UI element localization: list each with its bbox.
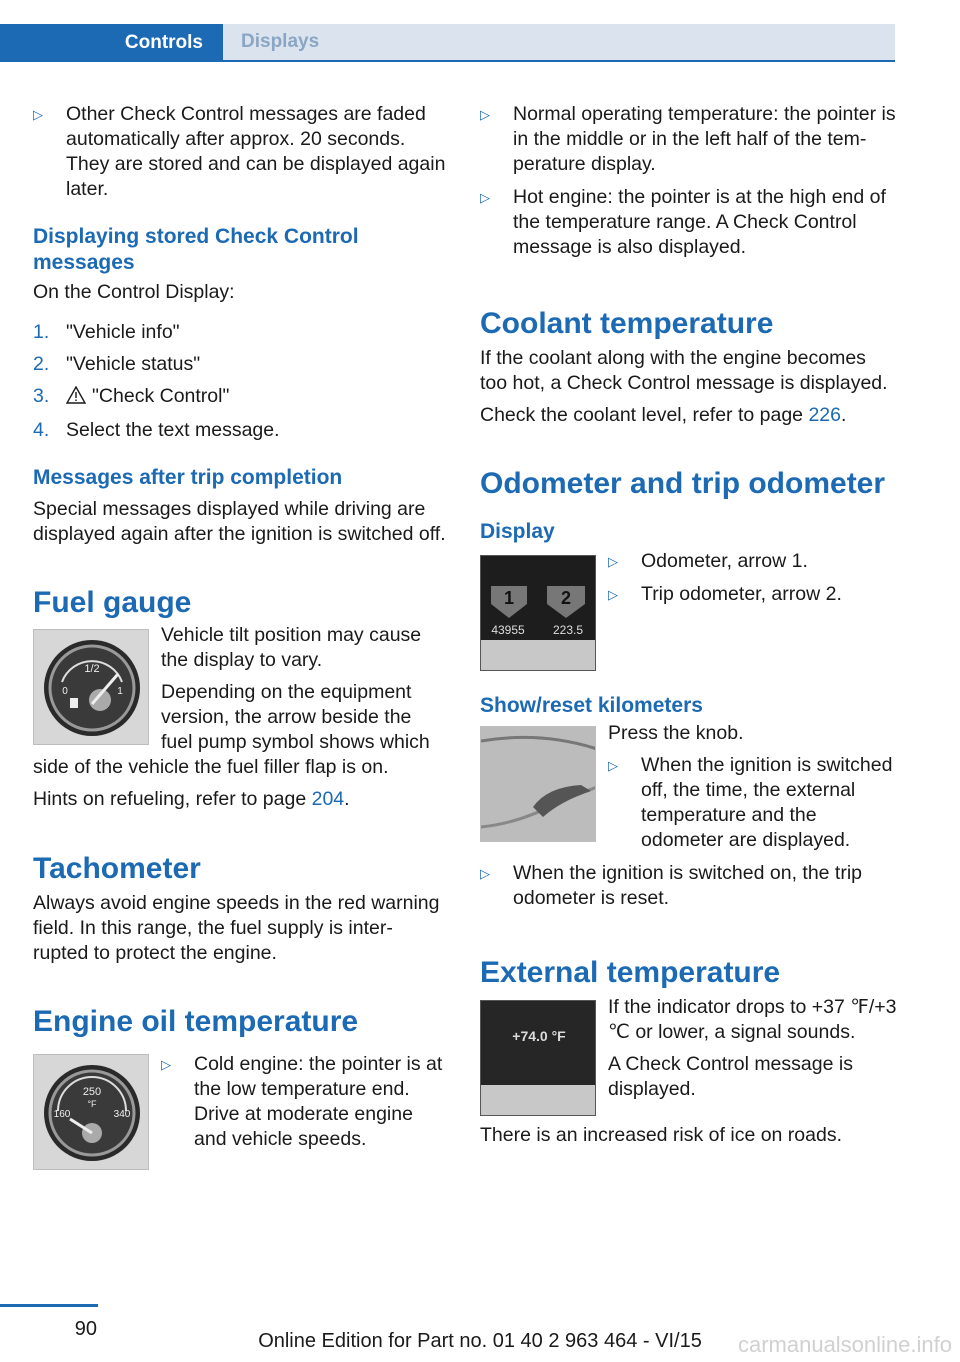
tachometer-heading: Tachometer	[33, 852, 201, 885]
triangle-bullet-icon: ▷	[480, 107, 490, 122]
tab-displays[interactable]: Displays	[223, 24, 895, 60]
external-temp-text-2: A Check Control message is displayed.	[608, 1053, 853, 1100]
odometer-frame	[480, 555, 596, 671]
triangle-bullet-icon: ▷	[608, 554, 618, 569]
watermark: carmanualsonline.info	[737, 1332, 952, 1357]
coolant-text: If the coolant along with the engine becomes too hot, a Check Control message is displayed.	[480, 347, 888, 394]
refuel-text: Hints on refueling, refer to page	[33, 788, 312, 810]
edition-text: Online Edition for Part no. 01 40 2 963 464 - VI/15	[258, 1330, 702, 1352]
coolant-check	[480, 403, 898, 428]
odometer-section	[480, 549, 898, 671]
tab-controls[interactable]: Controls	[0, 24, 223, 62]
trip-completion-text: Special messages displayed while driving are displayed again after the ignition is switched off.	[33, 498, 446, 545]
list-item	[33, 418, 448, 443]
trip-completion-heading: Messages after trip completion	[33, 466, 343, 489]
odometer-arrow-2: 2	[560, 588, 572, 608]
refuel-page-link[interactable]: 204	[311, 788, 345, 810]
list-item	[608, 549, 898, 574]
oil-gauge-label-low: 160	[53, 1109, 71, 1120]
external-temp-text-3: There is an increased risk of ice on roads.	[480, 1124, 843, 1146]
oil-gauge-image	[33, 1054, 149, 1170]
step-text: "Vehicle status"	[66, 353, 201, 375]
step-number: 3.	[33, 385, 50, 407]
list-item	[33, 320, 448, 345]
warning-triangle-icon	[66, 386, 92, 411]
fuel-section	[33, 623, 448, 780]
odometer-value: 43955	[491, 623, 525, 637]
coolant-check-text: Check the coolant level, refer to page	[480, 404, 809, 426]
knob-frame	[480, 726, 596, 842]
display-heading: Display	[480, 520, 555, 543]
odometer-bullet-1: Odometer, arrow 1.	[641, 550, 808, 572]
step-number: 4.	[33, 419, 50, 441]
list-item	[608, 582, 898, 607]
reset-heading: Show/reset kilometers	[480, 694, 703, 717]
list-item	[33, 384, 448, 411]
footer-line	[0, 1304, 98, 1307]
tachometer-text: Always avoid engine speeds in the red warning field. In this range, the fuel supply is inter‐rupted to protect the engine.	[33, 892, 440, 964]
step-text: "Vehicle info"	[66, 321, 180, 343]
bullet-text: Normal operating temperature: the pointer is in the middle or in the left half of the tem‐perature display.	[513, 103, 896, 175]
triangle-bullet-icon: ▷	[33, 107, 43, 122]
coolant-page-link[interactable]: 226	[808, 404, 841, 426]
triangle-bullet-icon: ▷	[608, 758, 618, 773]
triangle-bullet-icon: ▷	[480, 866, 490, 881]
fuel-text-2: Depending on the equipment version, the arrow beside the fuel pump symbol shows which side of the vehicle the fuel filler flap is on.	[33, 681, 430, 778]
list-item	[608, 753, 898, 853]
step-number: 1.	[33, 321, 50, 343]
list-item	[480, 861, 898, 911]
coolant-end: .	[841, 404, 847, 426]
odometer-image	[480, 555, 596, 671]
reset-bullet-1: When the ignition is switched off, the time, the external temperature and the odometer are displayed.	[641, 754, 893, 851]
external-temp-section	[480, 995, 898, 1116]
triangle-bullet-icon: ▷	[161, 1057, 171, 1072]
odometer-arrow-1: 1	[503, 588, 515, 608]
fuel-gauge-heading: Fuel gauge	[33, 586, 192, 619]
header-tabbar	[0, 24, 895, 62]
triangle-bullet-icon: ▷	[608, 587, 618, 602]
coolant-heading: Coolant temperature	[480, 307, 774, 340]
reset-section	[480, 721, 898, 861]
tab-underline	[223, 60, 895, 62]
fuel-text-1: Vehicle tilt position may cause the display to vary.	[161, 624, 422, 671]
step-number: 2.	[33, 353, 50, 375]
fuel-gauge-image	[33, 629, 149, 745]
external-temp-image	[480, 1000, 596, 1116]
oil-bullet-text: Cold engine: the pointer is at the low temperature end. Drive at moderate engine and vehicle speeds.	[194, 1053, 443, 1150]
left-column	[33, 102, 448, 1170]
step-text: "Check Control"	[92, 385, 230, 407]
fuel-gauge-frame	[33, 629, 149, 745]
refuel-hint	[33, 787, 448, 812]
external-temp-text-1: If the indicator drops to +37 ℉/+3 ℃ or lower, a signal sounds.	[608, 996, 897, 1043]
stored-intro: On the Control Display:	[33, 281, 235, 303]
odometer-bullet-2: Trip odometer, arrow 2.	[641, 583, 842, 605]
list-item	[480, 102, 898, 177]
list-item	[480, 185, 898, 260]
external-temp-value: +74.0 °F	[512, 1028, 566, 1044]
list-item	[161, 1052, 448, 1152]
trip-odometer-value: 223.5	[552, 623, 584, 637]
odometer-heading: Odometer and trip odometer	[480, 467, 886, 500]
external-temp-frame	[480, 1000, 596, 1116]
oil-gauge-label-unit: °F	[87, 1099, 97, 1109]
oil-section	[33, 1052, 448, 1160]
page-number: 90	[74, 1318, 97, 1340]
steps-list	[33, 320, 448, 443]
external-temp-heading: External temperature	[480, 956, 781, 989]
stored-messages-heading: Displaying stored Check Control messages	[33, 225, 359, 274]
bullet-text: Other Check Control messages are faded automatically after approx. 20 seconds. They are stored and can be displayed again later.	[66, 103, 446, 200]
triangle-bullet-icon: ▷	[480, 190, 490, 205]
fuel-gauge-label-full: 1	[117, 686, 123, 697]
step-text: Select the text message.	[66, 419, 280, 441]
oil-temp-heading: Engine oil temperature	[33, 1005, 359, 1038]
list-item	[33, 102, 448, 202]
reset-text: Press the knob.	[608, 722, 744, 744]
refuel-end: .	[344, 788, 350, 810]
fuel-gauge-label-empty: 0	[62, 686, 68, 697]
list-item	[33, 352, 448, 377]
right-column	[480, 102, 898, 1148]
fuel-gauge-label-half: 1/2	[84, 663, 100, 675]
bullet-text: Hot engine: the pointer is at the high end of the temperature range. A Check Control message is also displayed.	[513, 186, 886, 258]
knob-image	[480, 726, 596, 842]
oil-gauge-label-high: 340	[113, 1109, 131, 1120]
reset-bullet-2: When the ignition is switched on, the trip odometer is reset.	[513, 862, 863, 909]
oil-gauge-label-mid: 250	[82, 1086, 102, 1098]
oil-gauge-frame	[33, 1054, 149, 1170]
